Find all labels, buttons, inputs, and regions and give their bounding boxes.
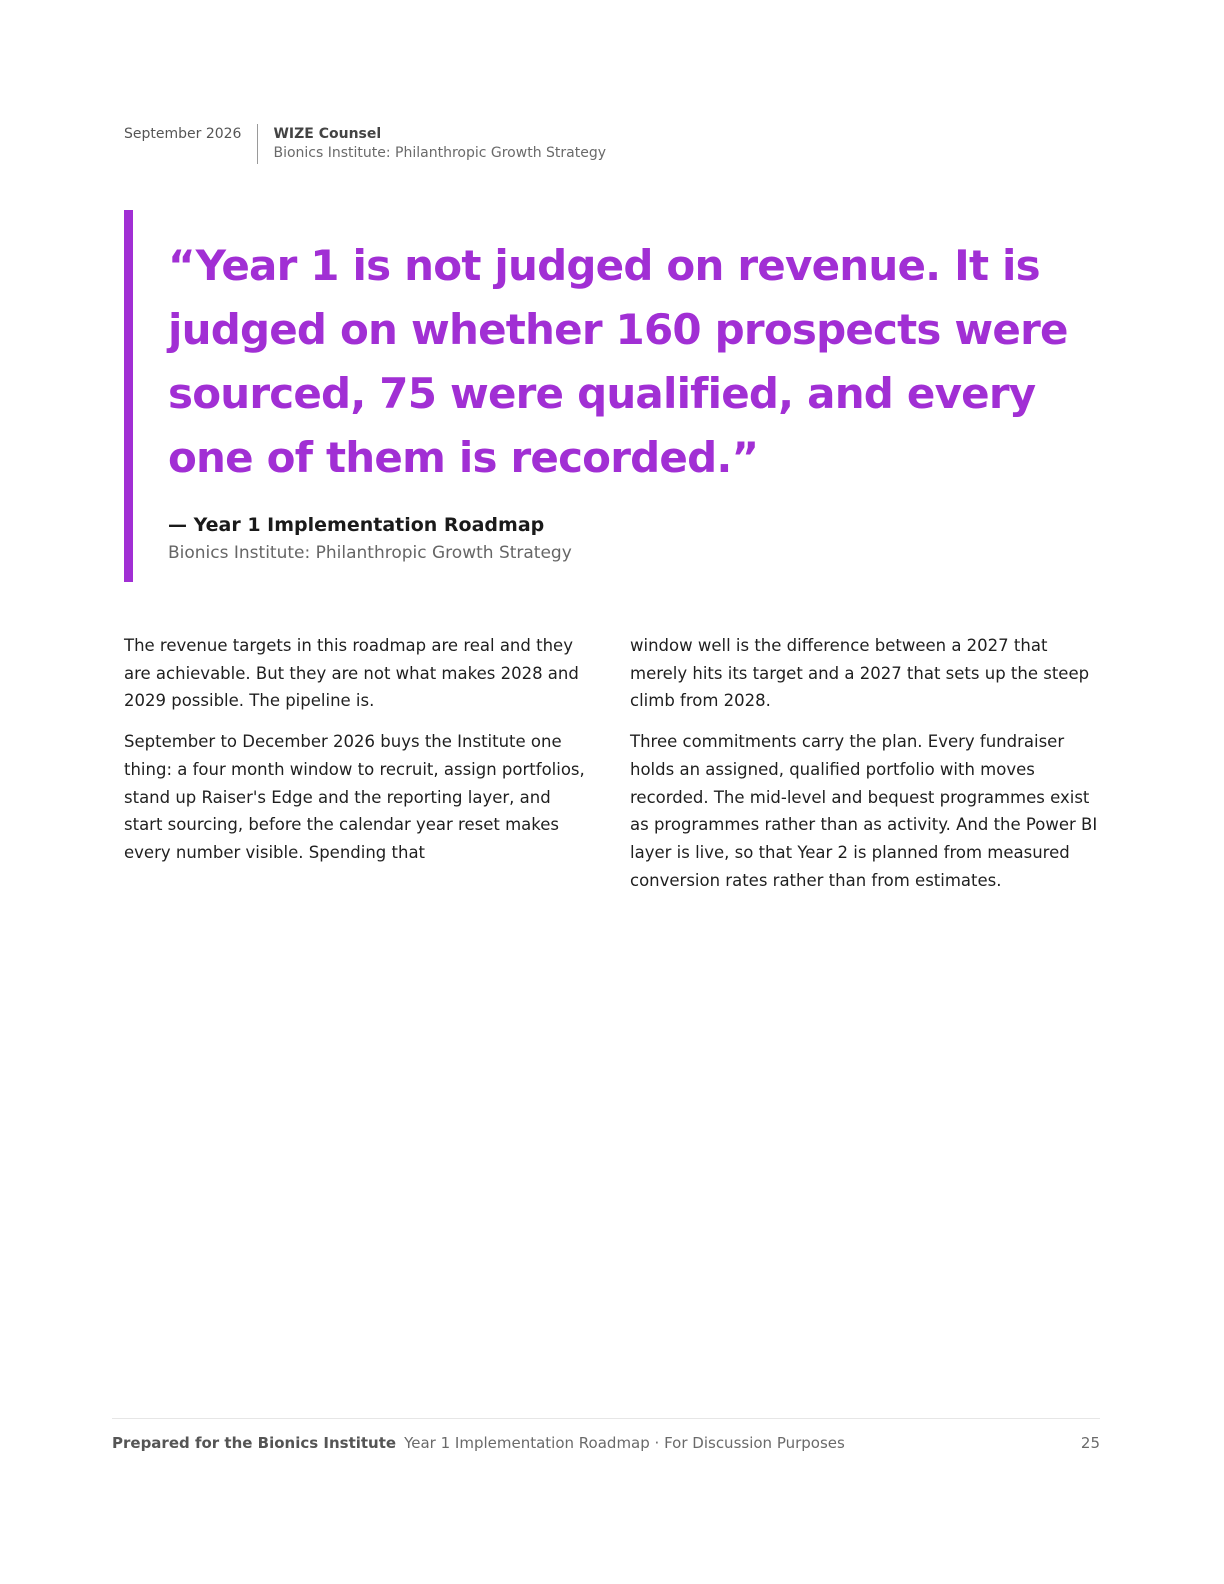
body-column-right — [630, 632, 1100, 907]
body-paragraph: The revenue targets in this roadmap are real and they are achievable. But they are not what makes 2028 and 2029 possible. The pipeline is. — [124, 636, 579, 711]
page-header — [124, 124, 606, 164]
header-divider — [257, 124, 258, 164]
body-column-left — [124, 632, 594, 880]
body-paragraph: Three commitments carry the plan. Every fundraiser holds an assigned, qualified portfolio with moves recorded. The mid-level and bequest programmes exist as programmes rather than as activity. And the Power BI layer is live, so that Year 2 is planned from measured conversion rates rather than from estimates. — [630, 732, 1098, 890]
footer-divider — [112, 1418, 1100, 1419]
page-number: 25 — [1080, 1434, 1100, 1452]
body-paragraph: window well is the difference between a 2027 that merely hits its target and a 2027 that sets up the steep climb from 2028. — [630, 636, 1090, 711]
footer-document-title: Year 1 Implementation Roadmap · For Discussion Purposes — [404, 1434, 845, 1452]
body-paragraph: September to December 2026 buys the Institute one thing: a four month window to recruit, assign portfolios, stand up Raiser's Edge and the reporting layer, and start sourcing, before the calendar year reset makes every number visible. Spending that — [124, 732, 585, 862]
page-footer — [112, 1432, 1100, 1454]
pull-quote-attribution-subtitle: Bionics Institute: Philanthropic Growth Strategy — [168, 543, 572, 563]
pull-quote — [124, 210, 1100, 582]
pull-quote-accent-bar — [124, 210, 133, 582]
header-org-subtitle: Bionics Institute: Philanthropic Growth Strategy — [273, 145, 606, 161]
header-date: September 2026 — [124, 126, 242, 142]
header-org-name: WIZE Counsel — [273, 126, 382, 142]
footer-prepared-for: Prepared for the Bionics Institute — [112, 1434, 397, 1452]
pull-quote-text: “Year 1 is not judged on revenue. It is judged on whether 160 prospects were sourced, 75 were qualified, and every one of them is recorded.” — [168, 241, 1068, 482]
pull-quote-attribution: — Year 1 Implementation Roadmap — [168, 514, 545, 536]
header-org-block — [273, 124, 606, 163]
